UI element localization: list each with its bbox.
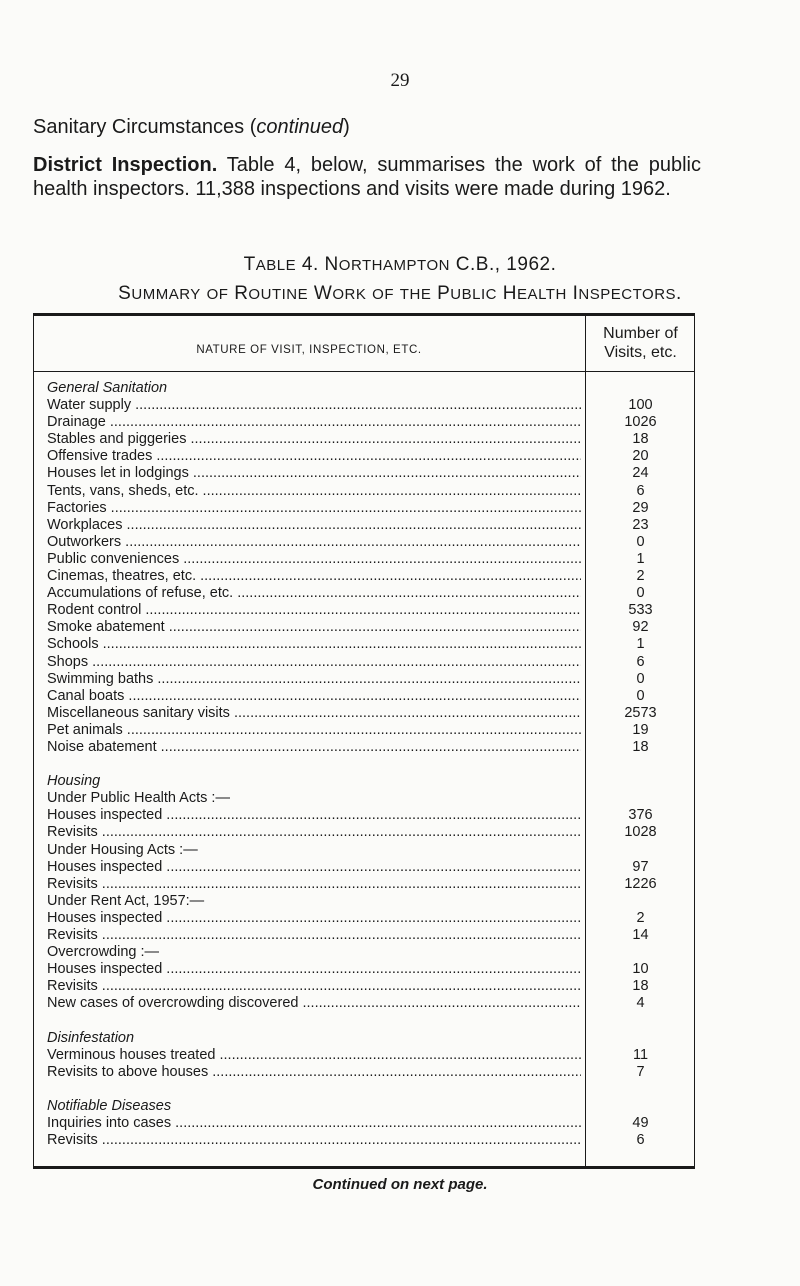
row-value: 24 [632, 465, 649, 482]
row-value: 1 [636, 550, 645, 567]
row-label: Overcrowding :— [47, 944, 160, 961]
table-row [33, 1115, 695, 1132]
row-label: Stables and piggeries ..... [47, 431, 581, 448]
table-row [33, 431, 695, 448]
row-label: Revisits ..... [47, 824, 581, 841]
intro-bold: District Inspection. [33, 154, 218, 176]
table-row [33, 1132, 695, 1149]
table-row [33, 807, 695, 824]
row-value: 1 [636, 636, 645, 653]
table-row [33, 551, 695, 568]
section-title [33, 1030, 695, 1047]
row-label: Cinemas, theatres, etc. ..... [47, 568, 581, 585]
row-value: 2 [636, 909, 645, 926]
table-row [33, 465, 695, 482]
table-row [33, 602, 695, 619]
table-row [33, 654, 695, 671]
row-label: Swimming baths ..... [47, 671, 581, 688]
heading-main: Sanitary Circumstances ( [33, 116, 257, 138]
section-heading [33, 116, 350, 139]
table-row [33, 978, 695, 995]
section-spacer [33, 1081, 695, 1098]
row-label: Factories ..... [47, 500, 581, 517]
table-subtitle: SUMMARY OF ROUTINE WORK OF THE PUBLIC HEALTH INSPECTORS. [118, 283, 682, 304]
page-number: 29 [390, 70, 410, 91]
column-header-number [586, 324, 695, 362]
row-label: Drainage ..... [47, 414, 581, 431]
table-row [33, 910, 695, 927]
section-title-label: Notifiable Diseases [47, 1097, 172, 1114]
row-label: Accumulations of refuse, etc. ..... [47, 585, 581, 602]
table-row [33, 397, 695, 414]
table-row [33, 824, 695, 841]
table-body [33, 380, 695, 1149]
row-label: Revisits to above houses ..... [47, 1064, 581, 1081]
table-row [33, 636, 695, 653]
inspection-table [33, 313, 695, 1169]
table-row [33, 927, 695, 944]
column-header-number-line1: Number of [603, 325, 678, 342]
row-value: 6 [636, 1132, 645, 1149]
row-label: Revisits ..... [47, 876, 581, 893]
row-label: Houses let in lodgings ..... [47, 465, 581, 482]
row-value: 0 [636, 670, 645, 687]
row-label: Water supply ..... [47, 397, 581, 414]
row-label: Smoke abatement ..... [47, 619, 581, 636]
table-row [33, 705, 695, 722]
column-header-nature: NATURE OF VISIT, INSPECTION, ETC. [196, 344, 422, 356]
row-label: Schools ..... [47, 636, 581, 653]
row-label: Under Public Health Acts :— [47, 790, 230, 807]
row-value: 1026 [624, 414, 657, 431]
table-row [33, 961, 695, 978]
row-value: 6 [636, 482, 645, 499]
row-value: 14 [632, 927, 649, 943]
table-row [33, 448, 695, 465]
row-label: Under Rent Act, 1957:— [47, 892, 205, 909]
row-value: 2 [636, 568, 645, 585]
table-row [33, 859, 695, 876]
row-value: 6 [636, 653, 645, 670]
row-value: 0 [636, 533, 645, 550]
table-row [33, 739, 695, 756]
row-label: Revisits ..... [47, 978, 581, 995]
row-label: Miscellaneous sanitary visits ..... [47, 705, 581, 722]
section-spacer [33, 756, 695, 773]
row-label: Houses inspected ..... [47, 859, 581, 876]
row-label: Noise abatement ..... [47, 739, 581, 756]
continued-note: Continued on next page. [312, 1176, 488, 1193]
table-row [33, 534, 695, 551]
section-title-label: General Sanitation [47, 380, 168, 396]
table-row [33, 1064, 695, 1081]
row-value: 18 [632, 431, 649, 448]
intro-paragraph [33, 153, 701, 201]
row-value: 29 [632, 499, 649, 516]
row-value: 23 [632, 516, 649, 533]
row-label: Pet animals ..... [47, 722, 581, 739]
row-label: Outworkers ..... [47, 534, 581, 551]
row-value: 1226 [624, 875, 657, 892]
heading-italic: continued [256, 116, 344, 138]
table-row [33, 790, 695, 807]
table-row [33, 585, 695, 602]
table-row [33, 722, 695, 739]
row-value: 2573 [624, 704, 657, 721]
table-row [33, 688, 695, 705]
row-label: Verminous houses treated ..... [47, 1047, 581, 1064]
row-label: Workplaces ..... [47, 517, 581, 534]
section-spacer [33, 1012, 695, 1029]
row-value: 1028 [624, 824, 657, 841]
column-header-number-line2: Visits, etc. [604, 344, 677, 361]
table-row [33, 1047, 695, 1064]
row-value: 10 [632, 961, 649, 978]
table-row [33, 568, 695, 585]
row-value: 18 [632, 738, 649, 755]
section-title [33, 380, 695, 397]
table-row [33, 893, 695, 910]
section-title [33, 1098, 695, 1115]
row-value: 19 [632, 721, 649, 738]
row-label: Shops ..... [47, 654, 581, 671]
row-label: Revisits ..... [47, 927, 581, 944]
table-row [33, 619, 695, 636]
row-label: Offensive trades ..... [47, 448, 581, 465]
row-value: 533 [628, 602, 653, 619]
header-rule [33, 371, 695, 372]
row-label: Tents, vans, sheds, etc. ..... [47, 483, 581, 500]
row-value: 0 [636, 585, 645, 602]
table-row [33, 414, 695, 431]
section-title-label: Housing [47, 773, 101, 790]
table-row [33, 500, 695, 517]
row-value: 20 [632, 448, 649, 465]
table-title: TABLE 4. NORTHAMPTON C.B., 1962. [243, 254, 557, 275]
table-row [33, 842, 695, 859]
table-row [33, 944, 695, 961]
table-row [33, 671, 695, 688]
section-title [33, 773, 695, 790]
row-value: 92 [632, 619, 649, 636]
row-label: Houses inspected ..... [47, 961, 581, 978]
heading-close: ) [343, 116, 350, 138]
table-row [33, 876, 695, 893]
row-value: 4 [636, 995, 645, 1012]
row-label: Revisits ..... [47, 1132, 581, 1149]
row-label: Inquiries into cases ..... [47, 1115, 581, 1132]
row-label: Houses inspected ..... [47, 807, 581, 824]
row-label: New cases of overcrowding discovered ..... [47, 995, 581, 1012]
intro-text: Table 4, below, summarises the work of the public health inspectors. 11,388 inspections and visits were made during 1962. [33, 154, 701, 200]
row-label: Canal boats ..... [47, 688, 581, 705]
table-row [33, 995, 695, 1012]
row-label: Public conveniences ..... [47, 551, 581, 568]
row-label: Rodent control ..... [47, 602, 581, 619]
row-value: 100 [628, 397, 653, 414]
table-row [33, 483, 695, 500]
row-value: 0 [636, 687, 645, 704]
section-title-label: Disinfestation [47, 1029, 135, 1046]
row-value: 11 [632, 1046, 649, 1063]
row-value: 49 [632, 1115, 649, 1132]
row-label: Under Housing Acts :— [47, 841, 198, 858]
row-value: 7 [636, 1063, 645, 1080]
table-row [33, 517, 695, 534]
row-label: Houses inspected ..... [47, 910, 581, 927]
row-value: 18 [632, 978, 649, 995]
row-value: 97 [632, 858, 649, 875]
row-value: 376 [628, 807, 653, 824]
